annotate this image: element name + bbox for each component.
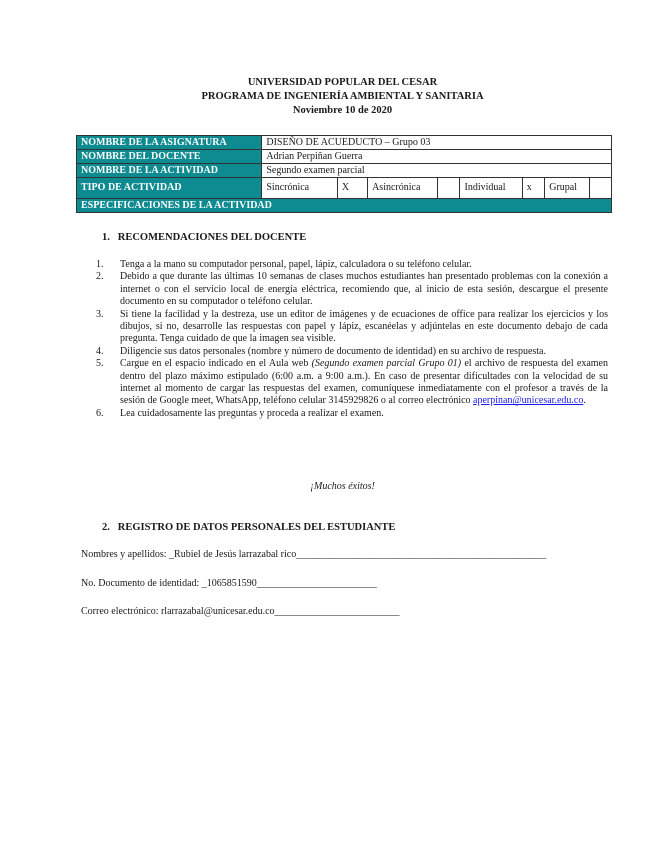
- grupal-label: Grupal: [545, 178, 590, 199]
- list-number: 4.: [96, 345, 104, 357]
- list-item: [96, 271, 608, 308]
- section-2-number: 2.: [102, 522, 110, 533]
- list-item: [96, 408, 608, 420]
- list-item: [96, 346, 608, 358]
- asincronica-mark: [438, 178, 460, 199]
- docente-value: Adrian Perpiñan Guerra: [262, 150, 612, 164]
- list-number: 5.: [96, 358, 104, 370]
- section-1-title: RECOMENDACIONES DEL DOCENTE: [117, 232, 307, 243]
- professor-email-link[interactable]: aperpinan@unicesar.edu.co: [473, 395, 584, 407]
- individual-label: Individual: [460, 178, 522, 199]
- list-text: Cargue en el espacio indicado en el Aula web: [120, 358, 312, 370]
- list-item: [96, 259, 608, 271]
- student-name-field: Nombres y apellidos: _Rubiel de Jesús larrazabal rico__________________________________________________: [81, 549, 547, 560]
- list-item: [96, 309, 608, 346]
- actividad-label: NOMBRE DE LA ACTIVIDAD: [77, 164, 262, 178]
- list-item: [96, 358, 608, 408]
- list-number: 2.: [96, 271, 104, 283]
- docente-label: NOMBRE DEL DOCENTE: [77, 150, 262, 164]
- student-email-field: Correo electrónico: rlarrazabal@unicesar.edu.co_________________________: [81, 606, 400, 617]
- student-id-field: No. Documento de identidad: _1065851590________________________: [81, 578, 377, 589]
- section-1-heading: [102, 232, 306, 243]
- list-text: Si tiene la facilidad y la destreza, use un editor de imágenes y de ecuaciones de office para realizar los ejercicios y los dibujos, si no, desarrolle las respuestas con papel y lápiz, escanéelas y adjúntelas en este documento debajo de cada pregunta. Tenga cuidado de que la imagen sea visible.: [120, 308, 608, 345]
- section-1-number: 1.: [102, 232, 110, 243]
- list-text: Tenga a la mano su computador personal, papel, lápiz, calculadora o su teléfono celular.: [120, 259, 472, 270]
- section-2-heading: [102, 522, 395, 533]
- list-text: Lea cuidadosamente las preguntas y proceda a realizar el examen.: [120, 407, 384, 419]
- list-number: 1.: [96, 259, 104, 270]
- asignatura-value: DISEÑO DE ACUEDUCTO – Grupo 03: [262, 136, 612, 150]
- sincronica-label: Sincrónica: [262, 178, 338, 199]
- good-luck-message: ¡Muchos éxitos!: [310, 481, 375, 492]
- actividad-value: Segundo examen parcial: [262, 164, 612, 178]
- grupal-mark: [589, 178, 611, 199]
- list-number: 3.: [96, 308, 104, 320]
- document-date: Noviembre 10 de 2020: [292, 105, 393, 116]
- list-text: Debido a que durante las últimas 10 semanas de clases muchos estudiantes han presentado problemas con la conexión a internet o con el servicio local de energía eléctrica, recomiendo que, al inicio de esta sesión, descargue el presente documento en su computador o teléfono celular.: [120, 271, 608, 308]
- tipo-label: TIPO DE ACTIVIDAD: [77, 178, 262, 199]
- aula-web-reference: (Segundo examen parcial Grupo 01): [311, 358, 462, 370]
- activity-info-table: [76, 135, 612, 213]
- asincronica-label: Asincrónica: [368, 178, 438, 199]
- sincronica-mark: X: [337, 178, 367, 199]
- list-text-end: .: [583, 395, 586, 407]
- list-text: Diligencie sus datos personales (nombre y número de documento de identidad) en su archivo de respuesta.: [120, 345, 546, 357]
- document-header: [0, 76, 655, 118]
- specifications-header: ESPECIFICACIONES DE LA ACTIVIDAD: [77, 199, 612, 213]
- program-name: PROGRAMA DE INGENIERÍA AMBIENTAL Y SANITARIA: [201, 91, 484, 102]
- list-text-cont: el archivo de respuesta del examen dentro del plazo máximo estipulado (6:00 a.m. a 9:00 a.m.). En caso de presentar dificultades con la velocidad de su internet al momento de cargar las respuestas del examen, comuníquese inmediatamente con el profesor a través de la sesión de Google meet, WhatsApp, teléfono celular 3145929826 o al correo electrónico: [120, 358, 608, 407]
- individual-mark: x: [522, 178, 544, 199]
- section-2-title: REGISTRO DE DATOS PERSONALES DEL ESTUDIANTE: [117, 522, 396, 533]
- university-name: UNIVERSIDAD POPULAR DEL CESAR: [247, 77, 438, 88]
- recommendations-list: [96, 259, 608, 420]
- asignatura-label: NOMBRE DE LA ASIGNATURA: [77, 136, 262, 150]
- list-number: 6.: [96, 407, 104, 419]
